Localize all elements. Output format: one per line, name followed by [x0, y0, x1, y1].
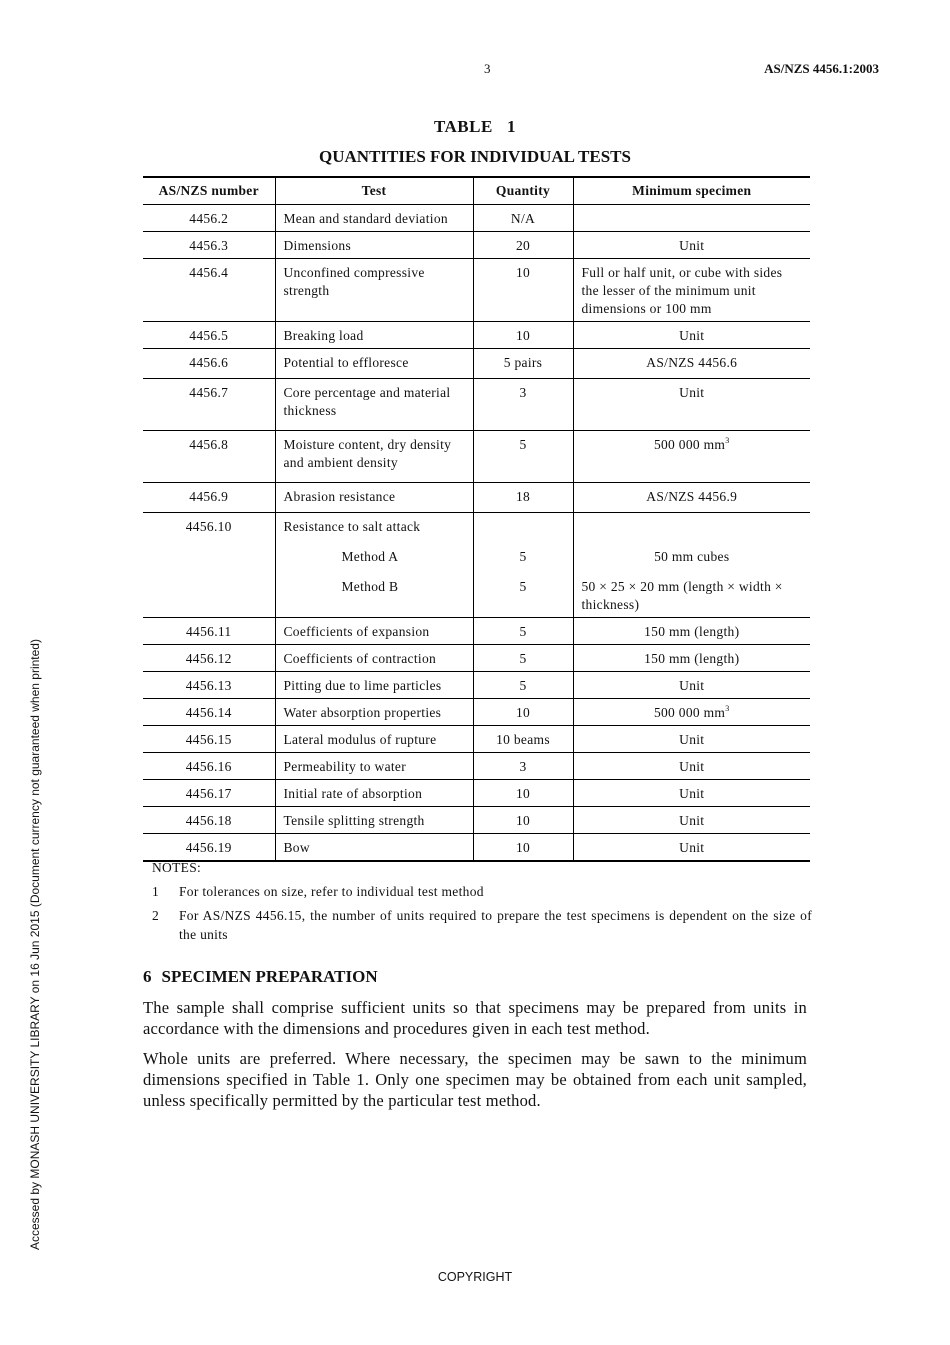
superscript: 3 [725, 436, 730, 445]
table-row [143, 807, 810, 834]
table-row [143, 618, 810, 645]
superscript: 3 [725, 704, 730, 713]
row-test: Coefficients of contraction [275, 645, 473, 672]
row-quantity: 10 beams [473, 726, 573, 753]
note-item [152, 882, 812, 901]
row-number: 4456.18 [143, 807, 275, 834]
table-notes [152, 860, 812, 949]
note-text: For AS/NZS 4456.15, the number of units required to prepare the test specimens is dependent on the size of the units [179, 908, 812, 942]
row-specimen: 150 mm (length) [573, 618, 810, 645]
section-number: 6 [143, 967, 152, 986]
row-specimen: Unit [573, 232, 810, 259]
row-test: Unconfined compressive strength [275, 259, 473, 322]
column-header-number: AS/NZS number [143, 177, 275, 205]
table-row [143, 349, 810, 379]
row-quantity: 5 [473, 672, 573, 699]
row-test: Lateral modulus of rupture [275, 726, 473, 753]
method-b-label: Method B [341, 579, 399, 594]
table-row [143, 232, 810, 259]
row-specimen: Full or half unit, or cube with sides the lesser of the minimum unit dimensions or 100 mm [573, 259, 810, 322]
row-test: Pitting due to lime particles [275, 672, 473, 699]
row-specimen [573, 513, 810, 618]
note-number: 2 [152, 908, 160, 923]
row-number: 4456.3 [143, 232, 275, 259]
table-row [143, 431, 810, 483]
quantities-table [143, 176, 810, 862]
section-heading [143, 967, 378, 987]
row-number: 4456.11 [143, 618, 275, 645]
table-caption: QUANTITIES FOR INDIVIDUAL TESTS [319, 147, 631, 166]
row-test [275, 513, 473, 618]
access-watermark: Accessed by MONASH UNIVERSITY LIBRARY on 16 Jun 2015 (Document currency not guaranteed when printed) [28, 639, 42, 1250]
row-specimen: 150 mm (length) [573, 645, 810, 672]
row-specimen: Unit [573, 379, 810, 431]
row-specimen: Unit [573, 834, 810, 862]
method-a-label: Method A [341, 549, 399, 564]
section-title: SPECIMEN PREPARATION [161, 967, 378, 986]
row-test: Core percentage and material thickness [275, 379, 473, 431]
table-row [143, 699, 810, 726]
row-specimen: Unit [573, 726, 810, 753]
row-quantity: 5 pairs [473, 349, 573, 379]
paragraph: Whole units are preferred. Where necessary, the specimen may be sawn to the minimum dimensions specified in Table 1. Only one specimen may be obtained from each unit sampled, unless specifically permitted by the particular test method. [143, 1049, 807, 1110]
table-row [143, 780, 810, 807]
note-item [152, 906, 812, 944]
table-row [143, 834, 810, 862]
row-test: Moisture content, dry density and ambient density [275, 431, 473, 483]
column-header-test: Test [275, 177, 473, 205]
row-quantity: 10 [473, 259, 573, 322]
row-quantity: 20 [473, 232, 573, 259]
row-specimen [573, 205, 810, 232]
row-test: Breaking load [275, 322, 473, 349]
row-number: 4456.8 [143, 431, 275, 483]
row-specimen: Unit [573, 753, 810, 780]
table-label: TABLE 1 [433, 117, 517, 136]
table-header-row [143, 177, 810, 205]
row-number: 4456.12 [143, 645, 275, 672]
row-specimen: Unit [573, 807, 810, 834]
row-number: 4456.13 [143, 672, 275, 699]
table-row [143, 483, 810, 513]
row-specimen: Unit [573, 672, 810, 699]
notes-heading: NOTES: [152, 860, 202, 875]
note-text: For tolerances on size, refer to individual test method [179, 884, 484, 899]
row-quantity: 5 [473, 431, 573, 483]
method-b-quantity: 5 [519, 579, 527, 594]
row-specimen: Unit [573, 322, 810, 349]
row-specimen: Unit [573, 780, 810, 807]
table-row [143, 672, 810, 699]
table-row [143, 513, 810, 618]
row-number: 4456.15 [143, 726, 275, 753]
table-row [143, 645, 810, 672]
row-number: 4456.2 [143, 205, 275, 232]
row-specimen [573, 699, 810, 726]
row-test: Mean and standard deviation [275, 205, 473, 232]
row-test: Tensile splitting strength [275, 807, 473, 834]
row-number: 4456.19 [143, 834, 275, 862]
row-quantity: 10 [473, 322, 573, 349]
row-quantity: 3 [473, 379, 573, 431]
row-test-title: Resistance to salt attack [283, 519, 421, 534]
row-number: 4456.16 [143, 753, 275, 780]
row-number: 4456.10 [143, 513, 275, 618]
row-specimen: AS/NZS 4456.9 [573, 483, 810, 513]
column-header-specimen: Minimum specimen [573, 177, 810, 205]
row-test: Bow [275, 834, 473, 862]
row-test: Abrasion resistance [275, 483, 473, 513]
row-quantity: 10 [473, 834, 573, 862]
table-row [143, 322, 810, 349]
row-test: Initial rate of absorption [275, 780, 473, 807]
table-row [143, 379, 810, 431]
row-quantity: 10 [473, 807, 573, 834]
method-a-specimen: 50 mm cubes [654, 549, 730, 564]
row-quantity: 18 [473, 483, 573, 513]
specimen-value: 500 000 mm [653, 437, 726, 452]
page-number: 3 [484, 61, 491, 76]
row-test: Water absorption properties [275, 699, 473, 726]
column-header-quantity: Quantity [473, 177, 573, 205]
row-test: Coefficients of expansion [275, 618, 473, 645]
row-quantity [473, 513, 573, 618]
row-test: Potential to effloresce [275, 349, 473, 379]
row-quantity: 5 [473, 645, 573, 672]
document-id: AS/NZS 4456.1:2003 [764, 61, 879, 76]
row-quantity: N/A [473, 205, 573, 232]
row-test: Dimensions [275, 232, 473, 259]
row-number: 4456.17 [143, 780, 275, 807]
method-a-quantity: 5 [519, 549, 527, 564]
row-number: 4456.7 [143, 379, 275, 431]
row-specimen [573, 431, 810, 483]
specimen-value: 500 000 mm [653, 705, 726, 720]
table-row [143, 726, 810, 753]
table-row [143, 259, 810, 322]
table-row [143, 205, 810, 232]
row-quantity: 10 [473, 780, 573, 807]
row-quantity: 5 [473, 618, 573, 645]
method-b-specimen: 50 × 25 × 20 mm (length × width × thickness) [581, 579, 783, 612]
row-number: 4456.9 [143, 483, 275, 513]
row-quantity: 10 [473, 699, 573, 726]
table-row [143, 753, 810, 780]
row-specimen: AS/NZS 4456.6 [573, 349, 810, 379]
row-number: 4456.6 [143, 349, 275, 379]
row-number: 4456.14 [143, 699, 275, 726]
row-number: 4456.4 [143, 259, 275, 322]
row-test: Permeability to water [275, 753, 473, 780]
row-number: 4456.5 [143, 322, 275, 349]
row-quantity: 3 [473, 753, 573, 780]
note-number: 1 [152, 884, 160, 899]
footer-copyright: COPYRIGHT [437, 1270, 513, 1284]
paragraph: The sample shall comprise sufficient units so that specimens may be prepared from units in accordance with the dimensions and procedures given in each test method. [143, 998, 807, 1038]
